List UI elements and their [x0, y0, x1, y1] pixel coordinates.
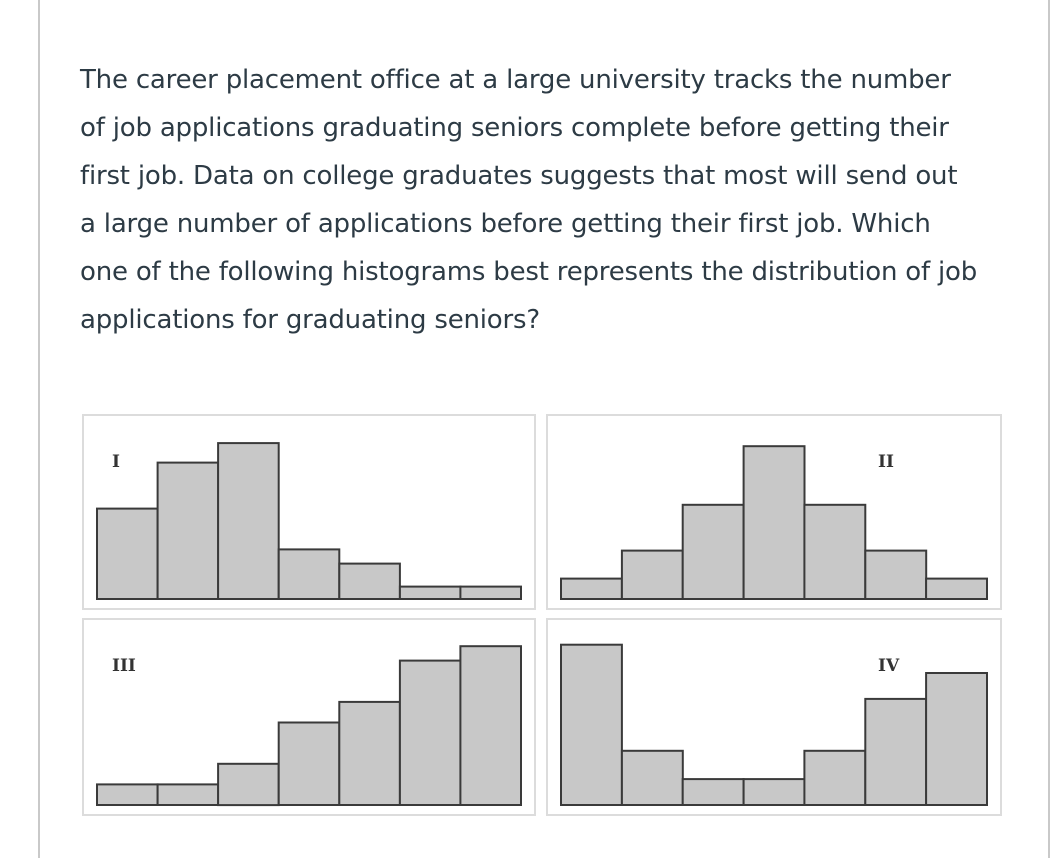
histogram-iii-bar-2	[158, 784, 219, 805]
histogram-ii	[546, 414, 1002, 610]
histogram-iv-bar-7	[926, 673, 987, 805]
histogram-ii-bar-1	[561, 579, 622, 599]
histogram-i-bar-1	[97, 509, 158, 599]
histogram-i-bar-6	[400, 587, 461, 599]
histogram-iii-bar-4	[279, 723, 340, 806]
histogram-iii-bar-7	[460, 646, 521, 805]
histogram-ii-bar-3	[683, 505, 744, 599]
histogram-iii-bar-6	[400, 661, 461, 805]
histogram-ii-bar-6	[865, 551, 926, 599]
histogram-i-bar-5	[339, 564, 400, 599]
histogram-i-bar-3	[218, 443, 279, 599]
histogram-iii-bar-3	[218, 764, 279, 805]
histogram-ii-bar-5	[804, 505, 865, 599]
histogram-iii-bar-5	[339, 702, 400, 805]
histogram-iii	[82, 618, 536, 816]
histogram-iv-bar-2	[622, 751, 683, 805]
histogram-iv-bar-6	[865, 699, 926, 805]
histogram-i-svg	[84, 416, 534, 608]
histogram-ii-svg	[548, 416, 1000, 608]
histogram-iv	[546, 618, 1002, 816]
histogram-ii-label: II	[878, 452, 894, 472]
histogram-iii-svg	[84, 620, 534, 814]
histogram-iv-bar-3	[683, 779, 744, 805]
question-text: The career placement office at a large university tracks the number of job applications graduating seniors complete before getting their first job. Data on college graduates suggests that most will send out a large number of applications before getting their first job. Which one of the following histograms best represents the distribution of job applications for graduating seniors?	[80, 65, 978, 335]
histogram-iii-bar-1	[97, 784, 158, 805]
histogram-i-bar-4	[279, 549, 340, 599]
histogram-ii-bar-2	[622, 551, 683, 599]
histogram-iv-label: IV	[878, 656, 900, 676]
histogram-iv-bar-1	[561, 645, 622, 805]
histogram-i-label: I	[112, 452, 120, 472]
histogram-i	[82, 414, 536, 610]
histogram-i-bar-7	[460, 587, 521, 599]
histogram-iv-bar-4	[744, 779, 805, 805]
histogram-ii-bar-7	[926, 579, 987, 599]
histogram-ii-bar-4	[744, 446, 805, 599]
histogram-i-bar-2	[158, 463, 219, 599]
histogram-iii-label: III	[112, 656, 136, 676]
histogram-iv-bar-5	[804, 751, 865, 805]
histogram-iv-svg	[548, 620, 1000, 814]
